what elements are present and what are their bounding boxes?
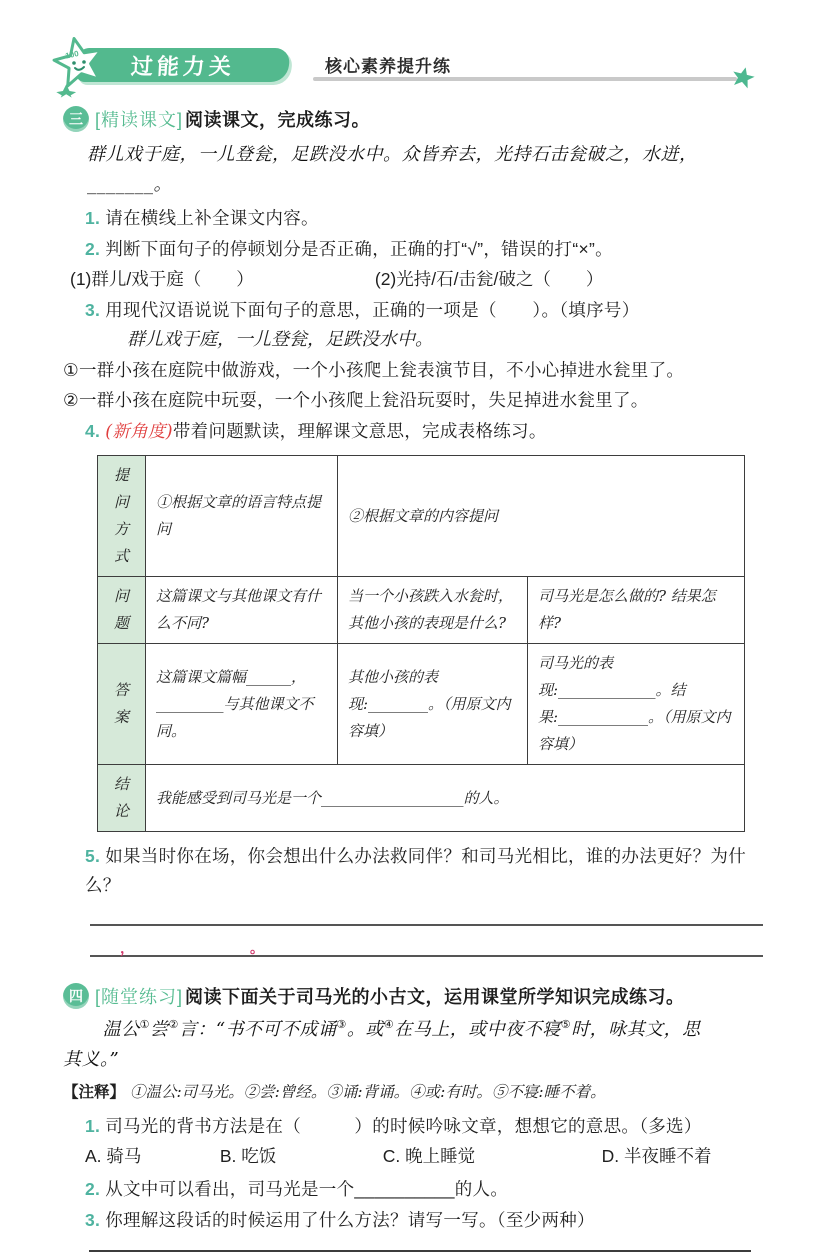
table-cell: 我能感受到司马光是一个___________________的人。 [146, 765, 745, 832]
question-4-number: 4. [85, 421, 101, 441]
question-4 [85, 417, 758, 447]
table-cell: ②根据文章的内容提问 [338, 456, 745, 577]
question-3-option-2: ②一群小孩在庭院中玩耍，一个小孩爬上瓮沿玩耍时，失足掉进水瓮里了。 [63, 390, 649, 410]
question-5-text: 如果当时你在场，你会想出什么办法救同伴？和司马光相比，谁的办法更好？为什么？ [85, 846, 746, 895]
ability-badge [75, 48, 291, 82]
question-4-tag: (新角度) [105, 422, 173, 442]
table-cell: 这篇课文与其他课文有什么不同? [146, 577, 338, 644]
question-table [97, 455, 745, 832]
section-three-title: 阅读课文，完成练习。 [185, 110, 371, 130]
option-a: A. 骑马 [85, 1146, 142, 1166]
section4-question-1 [85, 1112, 758, 1141]
passage-text: 尝 [149, 1019, 169, 1040]
note-ref-5: ⑤ [560, 1018, 572, 1031]
green-star-icon [731, 66, 755, 90]
note-ref-3: ③ [336, 1018, 347, 1031]
section4-question-3-number: 3. [85, 1210, 101, 1230]
note-ref-4: ④ [383, 1018, 395, 1031]
section4-question-1-number: 1. [85, 1116, 101, 1136]
table-row-questions [98, 577, 745, 644]
section-four-tag: [随堂练习] [95, 987, 184, 1007]
option-c: C. 晚上睡觉 [382, 1146, 476, 1166]
faint-red-period-mark: 。 [250, 940, 264, 956]
answer-line-2 [90, 940, 763, 957]
note-ref-2: ② [168, 1018, 179, 1031]
ability-badge-label: 过能力关 [130, 53, 236, 79]
section4-question-2-text: 从文中可以看出，司马光是一个__________的人。 [105, 1179, 509, 1199]
section4-question-2 [85, 1175, 758, 1204]
table-header-question-type: 提问方式 [98, 456, 146, 577]
option-d: D. 半夜睡不着 [601, 1146, 712, 1166]
table-cell: ①根据文章的语言特点提问 [146, 456, 338, 577]
question-3-text: 用现代汉语说说下面句子的意思，正确的一项是（ ）。（填序号） [105, 300, 640, 320]
answer-line-1 [90, 924, 763, 926]
question-2 [85, 235, 758, 264]
table-cell: 司马光的表现:_____________。结果:____________。（用原文内容填） [528, 644, 745, 765]
faint-red-comma-mark: ， [120, 940, 134, 956]
table-cell: 司马光是怎么做的? 结果怎样? [528, 577, 745, 644]
question-2-item-1: (1)群儿/戏于庭（ ） [70, 269, 254, 289]
note-ref-1: ① [139, 1018, 150, 1031]
section4-question-1-text: 司马光的背书方法是在（ ）的时候吟咏文章，想想它的意思。（多选） [105, 1116, 702, 1136]
passage-text: 温公 [102, 1019, 140, 1040]
question-3-option-1: ①一群小孩在庭院中做游戏，一个小孩爬上瓮表演节目，不小心掉进水瓮里了。 [63, 360, 685, 380]
question-3-number: 3. [85, 300, 101, 320]
star-mascot-icon [53, 36, 105, 92]
question-2-item-2: (2)光持/石/击瓮/破之（ ） [374, 269, 604, 289]
question-3 [85, 296, 758, 325]
table-header-answers: 答案 [98, 644, 146, 765]
table-row-question-type [98, 456, 745, 577]
question-1-number: 1. [85, 208, 101, 228]
classical-passage: 群儿戏于庭，一儿登瓮，足跌没水中。众皆弃去，光持石击瓮破之，水迸，_______。 [87, 144, 698, 195]
question-2-number: 2. [85, 239, 101, 259]
question-1-text: 请在横线上补全课文内容。 [105, 208, 319, 228]
classical-passage-simahuang [63, 1015, 703, 1075]
question-5-number: 5. [85, 846, 101, 866]
section-four-title: 阅读下面关于司马光的小古文，运用课堂所学知识完成练习。 [185, 987, 685, 1007]
section-three-header [63, 106, 758, 132]
question-2-text: 判断下面句子的停顿划分是否正确，正确的打“√”，错误的打“×”。 [105, 239, 613, 259]
section4-question-1-options [85, 1141, 758, 1171]
annotations [63, 1079, 758, 1106]
question-1 [85, 204, 758, 233]
table-cell: 当一个小孩跌入水瓮时，其他小孩的表现是什么? [338, 577, 528, 644]
section-three-tag: [精读课文] [95, 110, 184, 130]
section-four-marker: 四 [63, 983, 89, 1009]
question-3-sentence: 群儿戏于庭，一儿登瓮，足跌没水中。 [127, 329, 433, 350]
table-header-questions: 问题 [98, 577, 146, 644]
annotations-text: ①温公:司马光。②尝:曾经。③诵:背诵。④或:有时。⑤不寝:睡不着。 [129, 1083, 606, 1101]
section-three-marker: 三 [63, 106, 89, 132]
table-cell: 这篇课文篇幅______，_________与其他课文不同。 [146, 644, 338, 765]
question-5 [85, 842, 758, 900]
passage-text: 时，咏其文，思其义。” [63, 1019, 701, 1070]
section-four-header [63, 983, 758, 1009]
passage-text: 言：“书不可不成诵 [178, 1019, 337, 1040]
table-row-conclusion [98, 765, 745, 832]
table-cell: 其他小孩的表现:________。（用原文内容填） [338, 644, 528, 765]
section4-question-3 [85, 1206, 758, 1235]
annotations-label: 【注释】 [63, 1084, 126, 1101]
question-2-items [70, 264, 758, 294]
passage-text: 在马上，或中夜不寝 [394, 1019, 561, 1040]
page-header [63, 44, 758, 96]
table-header-conclusion: 结论 [98, 765, 146, 832]
header-rule [313, 77, 737, 81]
table-row-answers [98, 644, 745, 765]
passage-text: 。或 [346, 1019, 384, 1040]
question-4-text: 带着问题默读，理解课文意思，完成表格练习。 [172, 421, 547, 441]
svg-text:100: 100 [64, 49, 80, 61]
section4-question-2-number: 2. [85, 1179, 101, 1199]
header-subtitle: 核心素养提升练 [325, 57, 451, 76]
section4-question-3-text: 你理解这段话的时候运用了什么方法？请写一写。（至少两种） [105, 1210, 595, 1230]
option-b: B. 吃饭 [219, 1146, 277, 1166]
